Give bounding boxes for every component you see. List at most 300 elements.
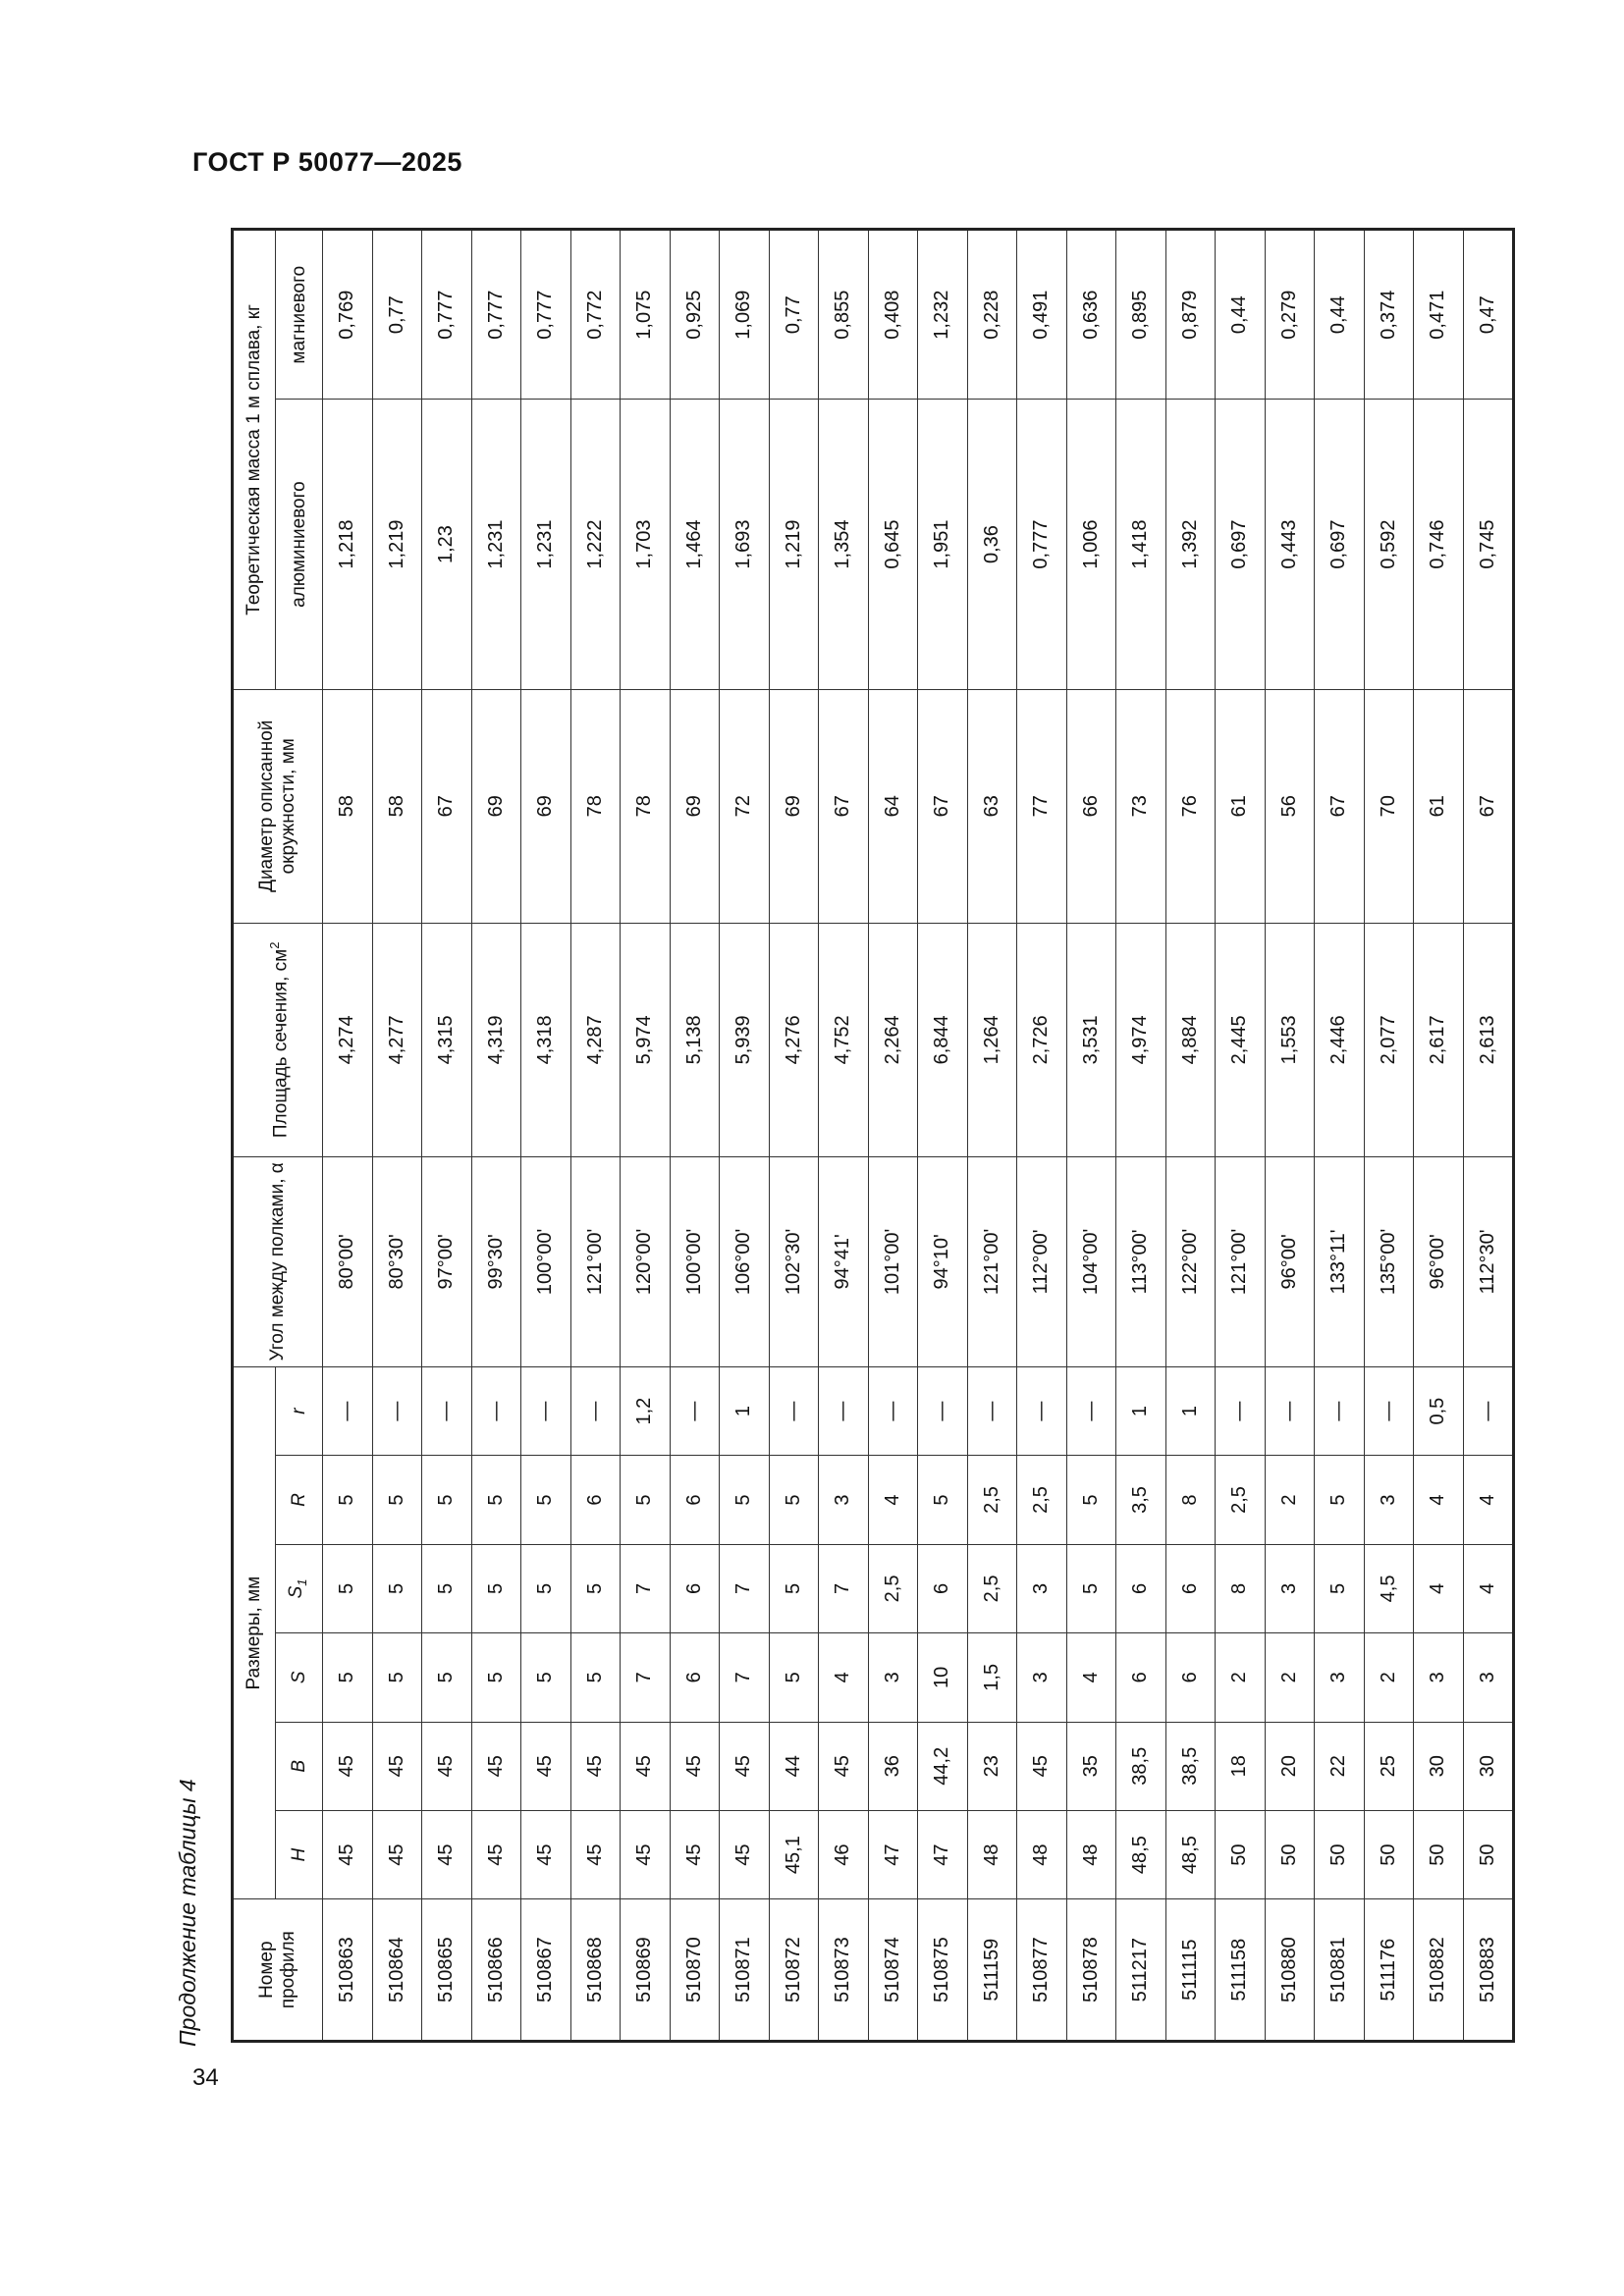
cell-area: 4,274 [323, 923, 373, 1156]
cell-profile-number: 510878 [1066, 1899, 1116, 2042]
cell-diameter: 72 [720, 689, 770, 923]
cell-r: — [1017, 1366, 1067, 1455]
table-row [471, 230, 521, 2042]
cell-profile-number: 510869 [621, 1899, 671, 2042]
table-row [868, 230, 918, 2042]
cell-area: 4,318 [521, 923, 571, 1156]
cell-angle: 99°30' [471, 1156, 521, 1366]
cell-S1: 7 [621, 1544, 671, 1632]
cell-S: 7 [720, 1633, 770, 1722]
cell-H: 45 [323, 1810, 373, 1898]
cell-H: 48 [1017, 1810, 1067, 1898]
cell-profile-number: 510875 [918, 1899, 968, 2042]
cell-S: 3 [868, 1633, 918, 1722]
cell-angle: 80°00' [323, 1156, 373, 1366]
cell-B: 38,5 [1116, 1722, 1166, 1810]
cell-profile-number: 511115 [1165, 1899, 1216, 2042]
table-row [1216, 230, 1266, 2042]
cell-S1: 5 [570, 1544, 621, 1632]
cell-area: 3,531 [1066, 923, 1116, 1156]
cell-diameter: 67 [422, 689, 472, 923]
header-mass-group: Теоретическая масса 1 м сплава, кг [233, 230, 276, 690]
cell-profile-number: 510865 [422, 1899, 472, 2042]
cell-S: 1,5 [967, 1633, 1017, 1722]
table-caption: Продолжение таблицы 4 [175, 1779, 200, 2047]
cell-angle: 96°00' [1265, 1156, 1315, 1366]
cell-profile-number: 510872 [769, 1899, 819, 2042]
cell-diameter: 64 [868, 689, 918, 923]
cell-S1: 8 [1216, 1544, 1266, 1632]
cell-magnesium: 0,769 [323, 230, 373, 400]
cell-B: 35 [1066, 1722, 1116, 1810]
cell-r: — [967, 1366, 1017, 1455]
cell-aluminum: 1,703 [621, 400, 671, 689]
cell-r: — [1315, 1366, 1365, 1455]
cell-S1: 5 [1066, 1544, 1116, 1632]
cell-R: 2,5 [1216, 1456, 1266, 1544]
cell-S1: 7 [720, 1544, 770, 1632]
rotated-table-container [231, 228, 1498, 2043]
cell-B: 25 [1364, 1722, 1414, 1810]
cell-S1: 2,5 [868, 1544, 918, 1632]
cell-S: 3 [1017, 1633, 1067, 1722]
cell-aluminum: 0,592 [1364, 400, 1414, 689]
table-row [1066, 230, 1116, 2042]
cell-H: 45 [720, 1810, 770, 1898]
cell-magnesium: 0,374 [1364, 230, 1414, 400]
table-row [918, 230, 968, 2042]
cell-B: 38,5 [1165, 1722, 1216, 1810]
cell-angle: 96°00' [1414, 1156, 1464, 1366]
cell-magnesium: 0,777 [471, 230, 521, 400]
cell-B: 20 [1265, 1722, 1315, 1810]
cell-aluminum: 0,777 [1017, 400, 1067, 689]
cell-angle: 94°41' [819, 1156, 869, 1366]
table-row [521, 230, 571, 2042]
cell-profile-number: 510882 [1414, 1899, 1464, 2042]
cell-angle: 94°10' [918, 1156, 968, 1366]
cell-S1: 4 [1414, 1544, 1464, 1632]
cell-aluminum: 0,36 [967, 400, 1017, 689]
cell-diameter: 61 [1216, 689, 1266, 923]
header-r: r [276, 1366, 323, 1455]
cell-magnesium: 0,777 [422, 230, 472, 400]
cell-aluminum: 1,464 [670, 400, 720, 689]
cell-H: 45 [570, 1810, 621, 1898]
cell-profile-number: 510881 [1315, 1899, 1365, 2042]
cell-magnesium: 0,772 [570, 230, 621, 400]
cell-magnesium: 0,408 [868, 230, 918, 400]
cell-area: 5,974 [621, 923, 671, 1156]
cell-H: 50 [1364, 1810, 1414, 1898]
cell-area: 2,726 [1017, 923, 1067, 1156]
table-row [323, 230, 373, 2042]
cell-angle: 112°00' [1017, 1156, 1067, 1366]
cell-area: 4,276 [769, 923, 819, 1156]
cell-R: 5 [1315, 1456, 1365, 1544]
cell-S1: 2,5 [967, 1544, 1017, 1632]
cell-R: 2,5 [967, 1456, 1017, 1544]
header-sizes-group: Размеры, мм [233, 1366, 276, 1898]
cell-area: 4,974 [1116, 923, 1166, 1156]
cell-R: 2 [1265, 1456, 1315, 1544]
cell-profile-number: 510868 [570, 1899, 621, 2042]
cell-S: 5 [323, 1633, 373, 1722]
cell-area: 6,844 [918, 923, 968, 1156]
table-row [1463, 230, 1514, 2042]
cell-S1: 5 [521, 1544, 571, 1632]
cell-S1: 5 [422, 1544, 472, 1632]
cell-R: 8 [1165, 1456, 1216, 1544]
cell-area: 1,553 [1265, 923, 1315, 1156]
cell-aluminum: 1,231 [521, 400, 571, 689]
table-row [422, 230, 472, 2042]
cell-S: 2 [1364, 1633, 1414, 1722]
cell-B: 45 [720, 1722, 770, 1810]
cell-diameter: 63 [967, 689, 1017, 923]
cell-r: — [769, 1366, 819, 1455]
cell-aluminum: 1,23 [422, 400, 472, 689]
cell-r: — [1364, 1366, 1414, 1455]
cell-profile-number: 510883 [1463, 1899, 1514, 2042]
cell-B: 22 [1315, 1722, 1365, 1810]
cell-S1: 6 [670, 1544, 720, 1632]
cell-angle: 121°00' [570, 1156, 621, 1366]
cell-S: 10 [918, 1633, 968, 1722]
cell-R: 4 [868, 1456, 918, 1544]
cell-magnesium: 0,77 [769, 230, 819, 400]
cell-R: 5 [1066, 1456, 1116, 1544]
cell-area: 5,939 [720, 923, 770, 1156]
cell-profile-number: 510867 [521, 1899, 571, 2042]
cell-S1: 4 [1463, 1544, 1514, 1632]
table-body [323, 230, 1514, 2042]
cell-r: — [372, 1366, 422, 1455]
cell-aluminum: 0,745 [1463, 400, 1514, 689]
table-row [1017, 230, 1067, 2042]
cell-H: 47 [918, 1810, 968, 1898]
header-H: H [276, 1810, 323, 1898]
cell-r: 1 [1116, 1366, 1166, 1455]
cell-H: 50 [1463, 1810, 1514, 1898]
cell-S1: 5 [323, 1544, 373, 1632]
cell-R: 3 [819, 1456, 869, 1544]
cell-B: 45 [323, 1722, 373, 1810]
cell-B: 45 [471, 1722, 521, 1810]
cell-profile-number: 511158 [1216, 1899, 1266, 2042]
cell-aluminum: 0,645 [868, 400, 918, 689]
cell-aluminum: 1,354 [819, 400, 869, 689]
cell-diameter: 58 [323, 689, 373, 923]
cell-area: 4,752 [819, 923, 869, 1156]
cell-area: 2,445 [1216, 923, 1266, 1156]
cell-r: — [422, 1366, 472, 1455]
header-magnesium: магниевого [276, 230, 323, 400]
cell-aluminum: 0,697 [1315, 400, 1365, 689]
cell-angle: 112°30' [1463, 1156, 1514, 1366]
cell-r: — [521, 1366, 571, 1455]
table-row [720, 230, 770, 2042]
cell-S: 4 [1066, 1633, 1116, 1722]
cell-magnesium: 0,855 [819, 230, 869, 400]
cell-S1: 3 [1017, 1544, 1067, 1632]
cell-diameter: 61 [1414, 689, 1464, 923]
cell-area: 4,277 [372, 923, 422, 1156]
cell-angle: 121°00' [967, 1156, 1017, 1366]
cell-profile-number: 510880 [1265, 1899, 1315, 2042]
cell-R: 6 [570, 1456, 621, 1544]
cell-profile-number: 511217 [1116, 1899, 1166, 2042]
cell-R: 3,5 [1116, 1456, 1166, 1544]
cell-H: 46 [819, 1810, 869, 1898]
cell-S: 3 [1414, 1633, 1464, 1722]
cell-diameter: 58 [372, 689, 422, 923]
cell-aluminum: 1,222 [570, 400, 621, 689]
cell-magnesium: 0,47 [1463, 230, 1514, 400]
cell-r: — [1066, 1366, 1116, 1455]
cell-B: 45 [1017, 1722, 1067, 1810]
cell-profile-number: 510870 [670, 1899, 720, 2042]
cell-area: 4,315 [422, 923, 472, 1156]
cell-magnesium: 0,77 [372, 230, 422, 400]
cell-diameter: 73 [1116, 689, 1166, 923]
table-row [570, 230, 621, 2042]
cell-angle: 100°00' [521, 1156, 571, 1366]
cell-S1: 5 [1315, 1544, 1365, 1632]
cell-magnesium: 0,44 [1216, 230, 1266, 400]
cell-r: — [918, 1366, 968, 1455]
cell-magnesium: 0,228 [967, 230, 1017, 400]
cell-H: 50 [1315, 1810, 1365, 1898]
cell-S: 5 [372, 1633, 422, 1722]
cell-S: 5 [570, 1633, 621, 1722]
table-row [1165, 230, 1216, 2042]
header-S1 [276, 1544, 323, 1632]
cell-r: — [670, 1366, 720, 1455]
cell-R: 5 [323, 1456, 373, 1544]
cell-aluminum: 0,443 [1265, 400, 1315, 689]
cell-angle: 104°00' [1066, 1156, 1116, 1366]
page-number: 34 [192, 2064, 219, 2091]
cell-H: 50 [1265, 1810, 1315, 1898]
cell-r: 1 [720, 1366, 770, 1455]
header-aluminum: алюминиевого [276, 400, 323, 689]
cell-angle: 80°30' [372, 1156, 422, 1366]
cell-area: 2,446 [1315, 923, 1365, 1156]
cell-H: 45 [372, 1810, 422, 1898]
header-diameter: Диаметр описанной окружности, мм [233, 689, 323, 923]
cell-B: 45 [372, 1722, 422, 1810]
table-row [967, 230, 1017, 2042]
header-B: B [276, 1722, 323, 1810]
cell-diameter: 76 [1165, 689, 1216, 923]
cell-B: 44,2 [918, 1722, 968, 1810]
cell-profile-number: 511159 [967, 1899, 1017, 2042]
cell-S1: 5 [769, 1544, 819, 1632]
cell-aluminum: 1,006 [1066, 400, 1116, 689]
cell-magnesium: 0,777 [521, 230, 571, 400]
cell-diameter: 69 [769, 689, 819, 923]
cell-B: 45 [819, 1722, 869, 1810]
table-row [819, 230, 869, 2042]
cell-area: 4,287 [570, 923, 621, 1156]
cell-aluminum: 1,392 [1165, 400, 1216, 689]
cell-S1: 6 [1165, 1544, 1216, 1632]
cell-B: 23 [967, 1722, 1017, 1810]
cell-profile-number: 510864 [372, 1899, 422, 2042]
cell-H: 45 [521, 1810, 571, 1898]
cell-S: 5 [422, 1633, 472, 1722]
cell-H: 45 [471, 1810, 521, 1898]
cell-area: 4,319 [471, 923, 521, 1156]
cell-S: 6 [1116, 1633, 1166, 1722]
cell-magnesium: 0,491 [1017, 230, 1067, 400]
cell-B: 45 [570, 1722, 621, 1810]
cell-area: 2,077 [1364, 923, 1414, 1156]
cell-r: — [323, 1366, 373, 1455]
cell-aluminum: 1,231 [471, 400, 521, 689]
cell-H: 48,5 [1116, 1810, 1166, 1898]
cell-diameter: 78 [570, 689, 621, 923]
cell-R: 5 [422, 1456, 472, 1544]
cell-R: 6 [670, 1456, 720, 1544]
cell-R: 5 [521, 1456, 571, 1544]
cell-magnesium: 1,232 [918, 230, 968, 400]
cell-aluminum: 0,697 [1216, 400, 1266, 689]
header-S: S [276, 1633, 323, 1722]
cell-diameter: 69 [471, 689, 521, 923]
cell-aluminum: 0,746 [1414, 400, 1464, 689]
header-profile-number: Номер профиля [233, 1899, 323, 2042]
cell-H: 47 [868, 1810, 918, 1898]
cell-magnesium: 1,075 [621, 230, 671, 400]
cell-angle: 102°30' [769, 1156, 819, 1366]
cell-R: 5 [372, 1456, 422, 1544]
cell-diameter: 67 [1463, 689, 1514, 923]
cell-profile-number: 510877 [1017, 1899, 1067, 2042]
table-row [769, 230, 819, 2042]
cell-H: 50 [1216, 1810, 1266, 1898]
cell-H: 50 [1414, 1810, 1464, 1898]
cell-S1: 7 [819, 1544, 869, 1632]
cell-R: 5 [621, 1456, 671, 1544]
cell-angle: 113°00' [1116, 1156, 1166, 1366]
cell-angle: 122°00' [1165, 1156, 1216, 1366]
cell-diameter: 67 [819, 689, 869, 923]
cell-S: 3 [1315, 1633, 1365, 1722]
cell-magnesium: 0,925 [670, 230, 720, 400]
cell-H: 48 [1066, 1810, 1116, 1898]
cell-H: 45 [422, 1810, 472, 1898]
header-R: R [276, 1456, 323, 1544]
header-area-text: Площадь сечения, см [270, 948, 292, 1139]
cell-profile-number: 510873 [819, 1899, 869, 2042]
cell-B: 45 [621, 1722, 671, 1810]
cell-profile-number: 510871 [720, 1899, 770, 2042]
cell-S: 5 [769, 1633, 819, 1722]
cell-S: 7 [621, 1633, 671, 1722]
cell-R: 2,5 [1017, 1456, 1067, 1544]
cell-r: 1 [1165, 1366, 1216, 1455]
cell-area: 1,264 [967, 923, 1017, 1156]
cell-B: 44 [769, 1722, 819, 1810]
header-S1-sub: 1 [294, 1578, 309, 1586]
cell-r: — [868, 1366, 918, 1455]
cell-profile-number: 510874 [868, 1899, 918, 2042]
cell-angle: 100°00' [670, 1156, 720, 1366]
table-row [372, 230, 422, 2042]
cell-S1: 4,5 [1364, 1544, 1414, 1632]
cell-B: 18 [1216, 1722, 1266, 1810]
cell-r: — [471, 1366, 521, 1455]
header-area [233, 923, 323, 1156]
cell-H: 45 [621, 1810, 671, 1898]
cell-area: 2,617 [1414, 923, 1464, 1156]
cell-magnesium: 0,879 [1165, 230, 1216, 400]
cell-r: 0,5 [1414, 1366, 1464, 1455]
cell-angle: 120°00' [621, 1156, 671, 1366]
cell-r: — [570, 1366, 621, 1455]
cell-S: 2 [1216, 1633, 1266, 1722]
cell-area: 2,613 [1463, 923, 1514, 1156]
table-row [1116, 230, 1166, 2042]
cell-B: 45 [422, 1722, 472, 1810]
cell-magnesium: 0,471 [1414, 230, 1464, 400]
cell-angle: 101°00' [868, 1156, 918, 1366]
cell-S: 5 [521, 1633, 571, 1722]
cell-r: — [1265, 1366, 1315, 1455]
cell-R: 5 [769, 1456, 819, 1544]
cell-R: 3 [1364, 1456, 1414, 1544]
cell-H: 45 [670, 1810, 720, 1898]
cell-S: 6 [670, 1633, 720, 1722]
cell-S: 4 [819, 1633, 869, 1722]
cell-aluminum: 1,219 [769, 400, 819, 689]
cell-S: 6 [1165, 1633, 1216, 1722]
cell-H: 48,5 [1165, 1810, 1216, 1898]
cell-aluminum: 1,418 [1116, 400, 1166, 689]
cell-magnesium: 0,44 [1315, 230, 1365, 400]
table-row [1315, 230, 1365, 2042]
cell-area: 4,884 [1165, 923, 1216, 1156]
document-header: ГОСТ Р 50077—2025 [192, 147, 462, 177]
cell-r: 1,2 [621, 1366, 671, 1455]
cell-S1: 5 [471, 1544, 521, 1632]
cell-diameter: 78 [621, 689, 671, 923]
cell-R: 5 [720, 1456, 770, 1544]
cell-S1: 5 [372, 1544, 422, 1632]
cell-B: 36 [868, 1722, 918, 1810]
cell-S1: 6 [918, 1544, 968, 1632]
cell-aluminum: 1,218 [323, 400, 373, 689]
cell-diameter: 69 [521, 689, 571, 923]
cell-diameter: 77 [1017, 689, 1067, 923]
cell-diameter: 67 [918, 689, 968, 923]
cell-diameter: 66 [1066, 689, 1116, 923]
cell-H: 48 [967, 1810, 1017, 1898]
cell-diameter: 56 [1265, 689, 1315, 923]
cell-B: 45 [670, 1722, 720, 1810]
cell-R: 4 [1414, 1456, 1464, 1544]
table-row [621, 230, 671, 2042]
cell-S: 2 [1265, 1633, 1315, 1722]
cell-r: — [1463, 1366, 1514, 1455]
cell-S: 3 [1463, 1633, 1514, 1722]
cell-R: 5 [918, 1456, 968, 1544]
cell-diameter: 69 [670, 689, 720, 923]
header-S1-base: S [285, 1585, 306, 1599]
cell-angle: 133°11' [1315, 1156, 1365, 1366]
